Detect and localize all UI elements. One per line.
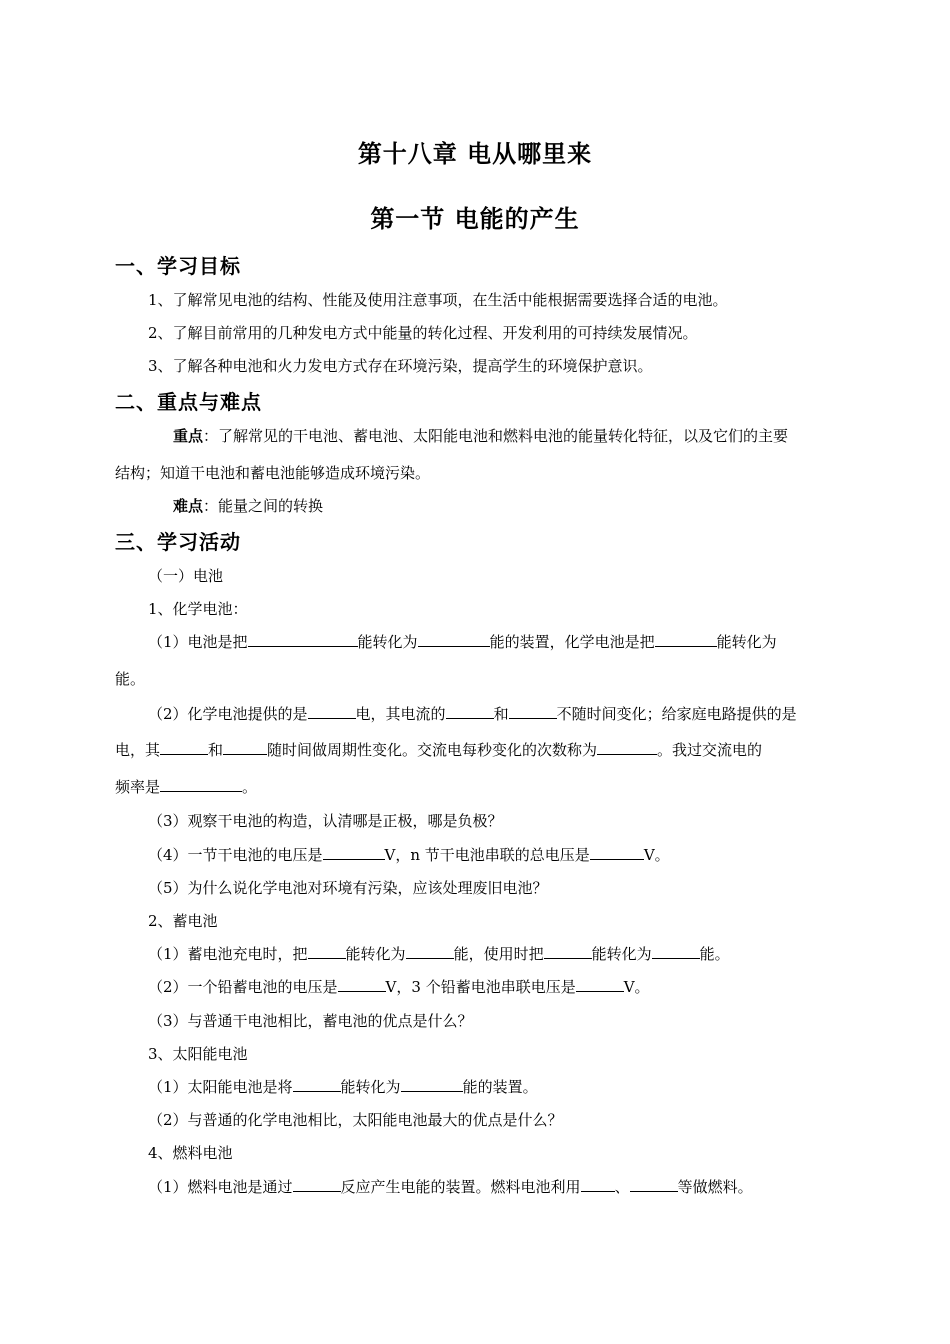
storage-question-1: （1）蓄电池充电时，把 能转化为 能，使用时把 能转化为 能。 (148, 945, 730, 963)
blank[interactable] (401, 1077, 463, 1092)
blank[interactable] (406, 944, 454, 959)
blank[interactable] (160, 740, 208, 755)
key-text-1: ：了解常见的干电池、蓄电池、太阳能电池和燃料电池的能量转化特征，以及它们的主要 (203, 427, 789, 445)
section-title: 第一节 电能的产生 (370, 205, 580, 233)
heading-activities: 三、学习活动 (115, 530, 241, 554)
solar-battery-title: 3、太阳能电池 (148, 1045, 248, 1063)
storage-battery-title: 2、蓄电池 (148, 912, 218, 930)
blank[interactable] (655, 632, 717, 647)
question-4: （4）一节干电池的电压是 V，n 节干电池串联的总电压是 V。 (148, 846, 670, 864)
question-2-line-2: 电，其 和 随时间做周期性变化。交流电每秒变化的次数称为 。我过交流电的 (115, 741, 763, 759)
blank[interactable] (338, 977, 386, 992)
blank[interactable] (446, 704, 494, 719)
storage-question-2: （2）一个铅蓄电池的电压是 V，3 个铅蓄电池串联电压是 V。 (148, 978, 650, 996)
objective-2: 2、了解目前常用的几种发电方式中能量的转化过程、开发利用的可持续发展情况。 (148, 324, 698, 342)
blank[interactable] (308, 704, 356, 719)
question-3: （3）观察干电池的构造，认清哪是正极，哪是负极？ (148, 812, 503, 830)
blank[interactable] (590, 845, 644, 860)
fuel-question-1: （1）燃料电池是通过 反应产生电能的装置。燃料电池利用 、 等做燃料。 (148, 1178, 753, 1196)
subsection-battery: （一）电池 (148, 567, 224, 585)
question-5: （5）为什么说化学电池对环境有污染，应该处理废旧电池？ (148, 879, 548, 897)
question-2-line-1: （2）化学电池提供的是 电，其电流的 和 不随时间变化；给家庭电路提供的是 (148, 705, 797, 723)
fuel-battery-title: 4、燃料电池 (148, 1144, 233, 1162)
difficulty-label: 难点 (173, 497, 204, 515)
blank[interactable] (293, 1077, 341, 1092)
blank[interactable] (544, 944, 592, 959)
solar-question-2: （2）与普通的化学电池相比，太阳能电池最大的优点是什么？ (148, 1111, 563, 1129)
blank[interactable] (160, 777, 242, 792)
storage-question-3: （3）与普通干电池相比，蓄电池的优点是什么？ (148, 1012, 473, 1030)
chapter-title: 第十八章 电从哪里来 (357, 140, 593, 168)
difficulty-line (173, 495, 323, 516)
blank[interactable] (576, 977, 624, 992)
difficulty-text: ：能量之间的转换 (203, 497, 324, 515)
blank[interactable] (652, 944, 700, 959)
solar-question-1: （1）太阳能电池是将 能转化为 能的装置。 (148, 1078, 538, 1096)
key-label: 重点 (173, 427, 204, 445)
chemical-battery-title: 1、化学电池： (148, 600, 248, 618)
key-point-line-2: 结构；知道干电池和蓄电池能够造成环境污染。 (115, 464, 431, 482)
blank[interactable] (630, 1177, 678, 1192)
objective-3: 3、了解各种电池和火力发电方式存在环境污染，提高学生的环境保护意识。 (148, 357, 653, 375)
blank[interactable] (248, 632, 358, 647)
heading-objectives: 一、学习目标 (115, 254, 241, 278)
heading-key-points: 二、重点与难点 (115, 390, 262, 414)
objective-1: 1、了解常见电池的结构、性能及使用注意事项，在生活中能根据需要选择合适的电池。 (148, 291, 728, 309)
blank[interactable] (418, 632, 490, 647)
key-point-line-1 (173, 425, 788, 446)
blank[interactable] (223, 740, 267, 755)
blank[interactable] (308, 944, 346, 959)
blank[interactable] (293, 1177, 341, 1192)
blank[interactable] (323, 845, 385, 860)
question-1-line-1: （1）电池是把 能转化为 能的装置，化学电池是把 能转化为 (148, 633, 777, 651)
question-2-line-3: 频率是 。 (115, 778, 258, 796)
question-1-line-2: 能。 (115, 670, 146, 688)
blank[interactable] (581, 1177, 615, 1192)
blank[interactable] (597, 740, 657, 755)
blank[interactable] (509, 704, 557, 719)
